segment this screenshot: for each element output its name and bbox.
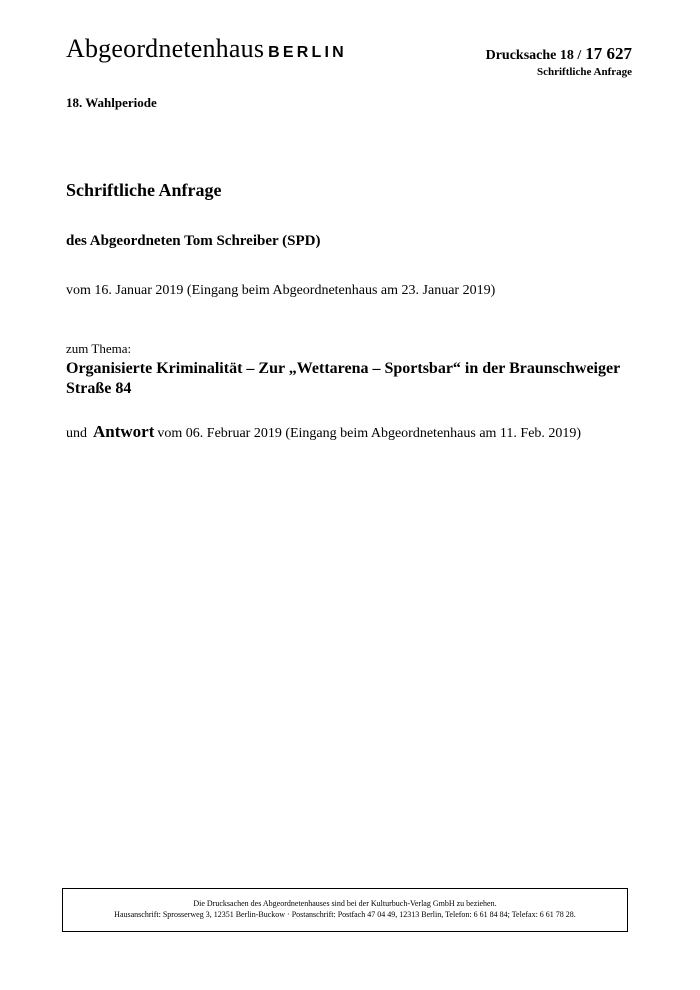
institution-city: BERLIN <box>268 44 347 61</box>
institution-logo <box>66 36 347 62</box>
document-type: Schriftliche Anfrage <box>536 66 632 78</box>
footer-distribution-note: Die Drucksachen des Abgeordnetenhauses sind bei der Kulturbuch-Verlag GmbH zu beziehen. <box>193 899 497 908</box>
footer-box <box>62 888 628 932</box>
footer-address: Hausanschrift: Sprosserweg 3, 12351 Berlin-Buckow · Postanschrift: Postfach 47 04 49, 12313 Berlin, Telefon: 6 61 84 84; Telefax: 6 61 78 28. <box>114 910 576 919</box>
printed-matter-prefix: Drucksache 18 / <box>485 48 582 63</box>
answer-prefix: und <box>66 426 87 441</box>
answer-line <box>66 422 581 442</box>
inquiry-topic: Organisierte Kriminalität – Zur „Wettarena – Sportsbar“ in der Braunschweiger Straße 84 <box>66 360 620 397</box>
document-heading: Schriftliche Anfrage <box>66 180 222 200</box>
inquiry-author: des Abgeordneten Tom Schreiber (SPD) <box>66 233 321 249</box>
printed-matter-value: 17 627 <box>585 44 632 63</box>
printed-matter-number <box>486 44 632 64</box>
institution-name: Abgeordnetenhaus <box>66 34 265 63</box>
answer-date: vom 06. Februar 2019 (Eingang beim Abgeordnetenhaus am 11. Feb. 2019) <box>157 426 582 441</box>
legislative-period: 18. Wahlperiode <box>66 95 157 110</box>
topic-label: zum Thema: <box>66 341 132 356</box>
answer-label: Antwort <box>93 422 155 441</box>
inquiry-date: vom 16. Januar 2019 (Eingang beim Abgeordnetenhaus am 23. Januar 2019) <box>66 283 496 298</box>
